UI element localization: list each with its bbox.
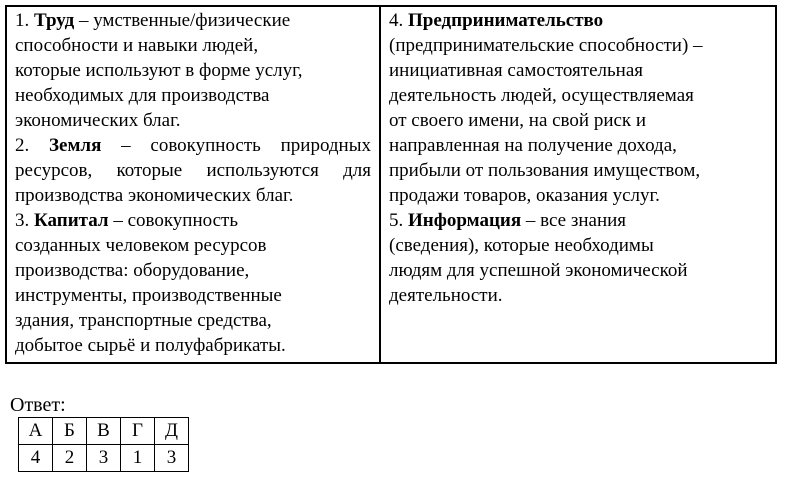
text-line: [15, 183, 371, 208]
text-segment: – умственные/физические: [74, 10, 291, 31]
text-line: [389, 108, 767, 133]
text-line: [15, 333, 371, 358]
answer-value-cell: 2: [53, 445, 87, 472]
text-line: [15, 308, 371, 333]
text-line: [15, 283, 371, 308]
answer-header-cell: В: [87, 418, 121, 445]
text-segment: ресурсов, которые используются для: [15, 160, 371, 181]
text-segment: деятельность людей, осуществляемая: [389, 85, 694, 106]
text-segment: созданных человеком ресурсов: [15, 235, 267, 256]
text-segment: производства: оборудование,: [15, 260, 250, 281]
definitions-table: [5, 5, 777, 364]
text-line: [15, 108, 371, 133]
text-line: [389, 158, 767, 183]
answer-header-cell: Г: [121, 418, 155, 445]
text-line: [15, 208, 371, 233]
text-line: [389, 208, 767, 233]
text-line: [389, 258, 767, 283]
answer-value-row: [19, 445, 189, 472]
answer-header-cell: А: [19, 418, 53, 445]
term-bold: Земля: [49, 135, 102, 156]
text-line: [389, 183, 767, 208]
text-segment: 3.: [15, 210, 34, 231]
text-segment: инициативная самостоятельная: [389, 60, 643, 81]
text-line: [15, 258, 371, 283]
text-segment: здания, транспортные средства,: [15, 310, 272, 331]
text-segment: прибыли от пользования имуществом,: [389, 160, 701, 181]
answer-value-cell: 4: [19, 445, 53, 472]
text-line: [389, 58, 767, 83]
text-segment: необходимых для производства: [15, 85, 270, 106]
answer-header-row: [19, 418, 189, 445]
text-line: [15, 83, 371, 108]
text-line: [389, 233, 767, 258]
answer-value-cell: 3: [87, 445, 121, 472]
text-segment: продажи товаров, оказания услуг.: [389, 185, 660, 206]
text-segment: людям для успешной экономической: [389, 260, 688, 281]
text-line: [389, 283, 767, 308]
text-segment: которые используют в форме услуг,: [15, 60, 303, 81]
text-line: [389, 8, 767, 33]
term-bold: Информация: [408, 210, 522, 231]
text-segment: (предпринимательские способности) –: [389, 35, 703, 56]
text-segment: деятельности.: [389, 285, 503, 306]
text-segment: инструменты, производственные: [15, 285, 282, 306]
text-segment: – совокупность природных: [101, 135, 371, 156]
definitions-row: [6, 6, 776, 363]
text-segment: (сведения), которые необходимы: [389, 235, 654, 256]
answer-header-cell: Д: [155, 418, 189, 445]
term-bold: Труд: [34, 10, 75, 31]
answer-table: [18, 417, 189, 472]
text-line: [15, 8, 371, 33]
definitions-left-cell: [6, 6, 380, 363]
definitions-right-cell: [380, 6, 776, 363]
text-segment: 2.: [15, 135, 50, 156]
answer-label: Ответ:: [10, 394, 66, 416]
text-segment: способности и навыки людей,: [15, 35, 259, 56]
text-line: [15, 158, 371, 183]
term-bold: Предпринимательство: [408, 10, 604, 31]
answer-value-cell: 3: [155, 445, 189, 472]
text-line: [389, 83, 767, 108]
text-segment: 1.: [15, 10, 34, 31]
text-segment: от своего имени, на свой риск и: [389, 110, 647, 131]
answer-header-cell: Б: [53, 418, 87, 445]
text-segment: направленная на получение дохода,: [389, 135, 677, 156]
text-line: [15, 58, 371, 83]
text-segment: производства экономических благ.: [15, 185, 294, 206]
text-segment: экономических благ.: [15, 110, 181, 131]
text-line: [15, 133, 371, 158]
text-line: [15, 33, 371, 58]
text-segment: – все знания: [521, 210, 627, 231]
text-segment: добытое сырьё и полуфабрикаты.: [15, 335, 286, 356]
text-segment: 4.: [389, 10, 408, 31]
text-line: [389, 133, 767, 158]
term-bold: Капитал: [34, 210, 109, 231]
text-line: [15, 233, 371, 258]
text-segment: – совокупность: [108, 210, 239, 231]
text-line: [389, 33, 767, 58]
text-segment: 5.: [389, 210, 408, 231]
answer-value-cell: 1: [121, 445, 155, 472]
